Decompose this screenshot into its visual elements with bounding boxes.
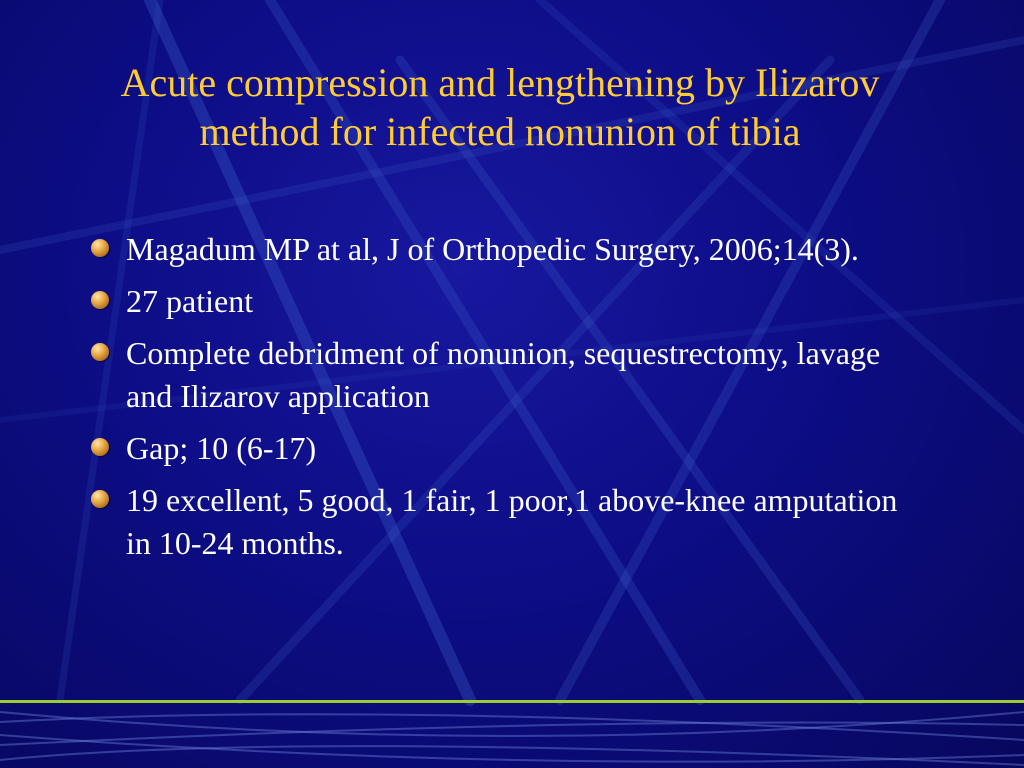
bullet-item [88,427,918,470]
band-curve [0,723,1024,746]
bullet-icon [91,291,109,309]
bullet-item [88,280,918,323]
band-curve [0,746,1024,765]
bullet-item [88,228,918,271]
bullet-text: Gap; 10 (6-17) [126,430,317,466]
bullet-item [88,332,918,418]
bullet-text: Magadum MP at al, J of Orthopedic Surgery, 2006;14(3). [126,231,859,267]
bullet-text: 27 patient [126,283,254,319]
bullet-icon [91,239,109,257]
bullet-list [88,228,918,574]
bullet-icon [91,438,109,456]
slide-title: Acute compression and lengthening by Ilizarov method for infected nonunion of tibia [120,60,880,154]
accent-rule [0,700,1024,703]
bullet-item [88,479,918,565]
bullet-text: 19 excellent, 5 good, 1 fair, 1 poor,1 above-knee amputation in 10-24 months. [126,482,898,561]
bullet-icon [91,490,109,508]
bullet-icon [91,343,109,361]
bullet-text: Complete debridment of nonunion, sequestrectomy, lavage and Ilizarov application [126,335,881,414]
